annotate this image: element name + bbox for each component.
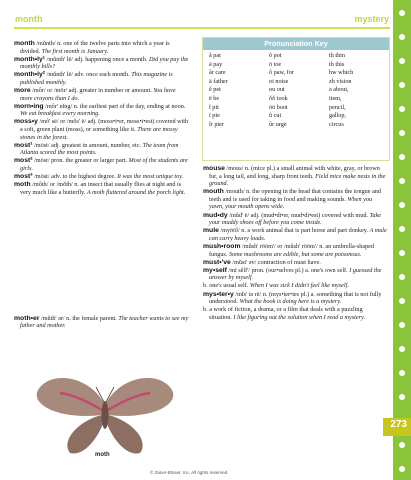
entry-example: The teacher wants to see my father and mother. [20,314,189,330]
dictionary-entry [14,315,189,330]
entry-example: We eat breakfast every morning. [20,110,100,118]
pronunciation-key-cell: ŭ cut [269,112,282,120]
pronunciation-key-cell: ŏŏ took [269,94,288,102]
moth-icon [37,378,174,453]
edge-dot [399,274,405,280]
pronunciation-key-grid [203,50,389,129]
entry-example: Most of the students are girls. [20,157,188,172]
entry-definition: /môr' nĭng/ n. the earliest part of the day, ending at noon. [43,102,186,110]
edge-dot [399,202,405,208]
pronunciation-key-cell: item, [329,94,342,102]
pronunciation-key-cell: ō toe [269,60,282,68]
dictionary-entry [203,267,387,282]
entry-example: The team from Atlanta scored the most points. [20,141,179,157]
entry-definition: /môth/ or /mŏth/ n. an insect that usually flies at night and is very much like a butterfly. [20,181,182,196]
guide-word-right: mystery [354,14,389,24]
entry-headword: month [14,40,35,47]
dictionary-entry [14,40,189,55]
dictionary-entry [203,165,387,188]
entry-definition: /mī sĕlf'/ pron. (our•selves pl.) a. one's own self. [226,266,350,274]
dictionary-entry [14,71,189,86]
entry-headword: moss•y [14,118,38,126]
pronunciation-key-cell: th this [329,60,345,68]
entry-definition: /mĭs' tə rē/ n. (mys•ter•ies pl.) a. something that is not fully understood. [209,290,382,306]
entry-example: This magazine is published monthly. [20,71,173,86]
entry-example: Take your muddy shoes off before you come inside. [209,211,381,227]
pronunciation-key-cell: îr pier [209,120,224,128]
edge-dot [399,346,405,352]
pronunciation-key-cell: ē be [209,94,220,102]
image-spacer [14,197,189,315]
edge-dot [399,394,405,400]
entry-headword: mouse [203,165,225,172]
entry-headword: month•ly² [14,71,46,79]
dictionary-entry [203,212,387,227]
pronunciation-key-cell: pencil, [329,103,346,111]
entry-example: Some mushrooms are edible, but some are poisonous. [228,250,362,258]
dictionary-entry [14,157,189,172]
entry-definition: /mŭst' əv/ contraction of must have. [230,258,321,266]
edge-dot [399,298,405,304]
edge-dot [399,82,405,88]
entry-example: Did you pay the monthly bills? [20,55,189,71]
left-column [14,40,189,331]
entry-headword: mouth [203,188,224,196]
guide-word-left: month [15,14,43,24]
entry-example: There are mossy stones in the forest. [20,126,178,141]
edge-dot [399,106,405,112]
entry-definition: /mōst/ pron. the greater or larger part. [32,157,129,165]
header-rule [14,27,390,29]
dictionary-entry [203,282,387,290]
pronunciation-key-cell: ĭ pit [209,103,219,111]
pronunciation-key-cell: ōō boot [269,103,288,111]
right-column [203,165,387,322]
entry-definition: /mōst/ adv. to the highest degree. [32,173,118,181]
entry-headword: most¹ [14,141,33,149]
pronunciation-key-cell: gallop, [329,112,347,120]
entry-definition: b. one's usual self. [203,282,250,290]
pronunciation-key-cell: ă pat [209,52,221,59]
moth-photo [30,365,180,460]
entry-definition: b. a work of fiction, a drama, or a film that deals with a puzzling situation. [203,306,363,321]
entry-definition: /mouth/ n. the opening in the head that contains the tongue and teeth and is used for taking in food and making sounds. [209,188,381,203]
entry-definition: /mŭnth' lē/ adv. once each month. [45,71,132,79]
image-caption: moth [95,452,110,458]
pronunciation-key-cell: ə about, [329,86,349,94]
pronunciation-key-cell: ī pie [209,112,220,120]
entry-example: When you yawn, your mouth opens wide. [209,195,373,211]
dictionary-entry [203,227,387,242]
pronunciation-key-cell: hw which [329,69,354,77]
pronunciation-key-cell: zh vision [329,77,352,85]
entry-headword: mush•room [203,242,241,250]
entry-definition: /mous/ n. (mice pl.) a small animal with white, gray, or brown fur, a long tail, and long, sharp front teeth. [209,165,380,180]
entry-headword: must•'ve [203,258,231,266]
entry-definition: /môr/ or /mōr/ adj. greater in number or amount. [30,87,154,95]
edge-dot [399,154,405,160]
entry-headword: my•self [203,266,227,274]
pronunciation-key-cell: th thin [329,52,345,59]
entry-headword: mud•dy [203,211,228,219]
entry-example: The first month is January. [41,47,109,55]
edge-dot [399,10,405,16]
entry-headword: morn•ing [14,102,44,110]
dictionary-entry [14,142,189,157]
edge-dot [399,34,405,40]
pronunciation-key-title: Pronunciation Key [203,38,389,50]
entry-definition: /myōōl/ n. a work animal that is part horse and part donkey. [218,227,370,235]
edge-dot [399,130,405,136]
dictionary-entry [203,243,387,258]
entry-headword: mule [203,227,219,235]
dictionary-entry [14,118,189,141]
dictionary-entry [203,188,387,211]
dictionary-entry [14,56,189,71]
entry-definition: /mŭnth' lē/ adj. happening once a month. [45,55,149,63]
entry-example: I like figuring out the solution when I read a mystery. [233,313,365,321]
edge-dot [399,250,405,256]
entry-example: A moth fluttered around the porch light. [86,188,186,196]
pronunciation-key-cell: oi noise [269,77,289,85]
dictionary-entry [14,103,189,118]
entry-definition: /mŭnth/ n. one of the twelve parts into which a year is divided. [20,40,170,55]
entry-definition: /mô' sē/ or /mŏs' ē/ adj. (moss•i•er, moss•i•est) covered with a soft, green plant (moss), or something like it. [20,118,189,134]
entry-definition: /mŭsh' rōōm'/ or /mŭsh' rōōm'/ n. an umbrella-shaped fungus. [209,242,375,258]
edge-dot [399,178,405,184]
entry-headword: more [14,87,31,95]
dictionary-entry [14,87,189,102]
edge-dot [399,322,405,328]
pronunciation-key-cell: ô paw, for [269,69,294,77]
entry-headword: month•ly¹ [14,55,46,63]
pronunciation-key-cell: âr care [209,69,226,77]
edge-dot [399,370,405,376]
entry-headword: mys•ter•y [203,290,234,298]
entry-definition: /mŭd' ē/ adj. (mud•di•er, mud•di•est) covered with mud. [227,211,370,219]
entry-example: I guessed the answer by myself. [209,266,382,282]
entry-definition: /mŭth' ər/ n. the female parent. [39,314,119,322]
page-number: 273 [390,419,407,430]
entry-example: It was the most unique toy. [117,173,184,181]
entry-headword: moth•er [14,314,40,322]
edge-dot [399,466,405,472]
pronunciation-key [202,37,390,161]
pronunciation-key-cell: ou out [269,86,285,94]
dictionary-entry [203,306,387,321]
pronunciation-key-cell: ā pay [209,60,223,68]
pronunciation-key-cell: ŏ pot [269,52,282,59]
pronunciation-key-cell: ĕ pet [209,86,221,94]
dictionary-entry [14,173,189,181]
entry-definition: /mōst/ adj. greatest in amount, number, etc. [32,141,143,149]
pronunciation-key-cell: ûr urge [269,120,287,128]
entry-headword: most² [14,157,33,165]
entry-example: Field mice make nests in the ground. [209,172,386,188]
edge-dot [399,442,405,448]
dictionary-entry [203,259,387,267]
edge-dot [399,226,405,232]
edge-dot [399,58,405,64]
entry-example: A mule can carry heavy loads. [209,227,387,242]
entry-example: When I was sick I didn't feel like myself. [249,282,349,290]
copyright-notice: © Zaner-Bloser, Inc. All rights reserved. [150,470,229,475]
dictionary-entry [203,291,387,306]
entry-headword: moth [14,181,31,189]
dictionary-entry [14,181,189,196]
entry-example: What the book is doing here is a mystery. [239,298,342,306]
pronunciation-key-cell: circus [329,120,344,128]
pronunciation-key-cell: ä father [209,77,228,85]
entry-example: You have more crayons than I do. [20,87,176,102]
entry-headword: most³ [14,173,33,181]
edge-strip [393,0,411,480]
